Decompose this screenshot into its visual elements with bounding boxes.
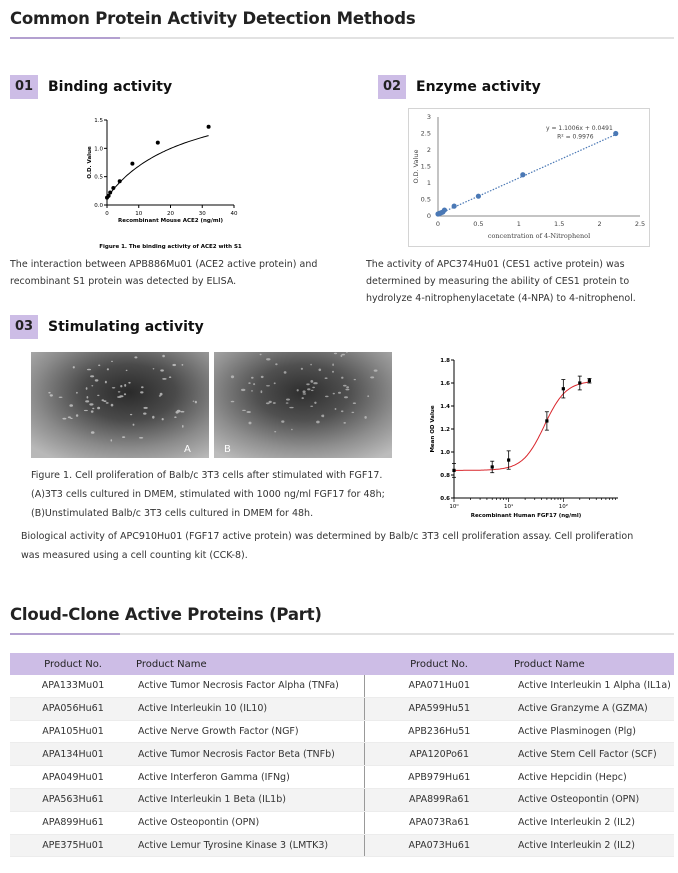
section-title: Stimulating activity bbox=[48, 319, 204, 335]
x-tick-label: 0 bbox=[435, 220, 441, 228]
cell-speck bbox=[106, 402, 109, 404]
cell-speck bbox=[286, 399, 290, 401]
cell-speck bbox=[344, 396, 348, 398]
cell-speck bbox=[281, 420, 284, 422]
cell-speck bbox=[343, 422, 346, 424]
y-tick-label: 0.5 bbox=[94, 174, 103, 181]
products-title: Cloud-Clone Active Proteins (Part) bbox=[10, 605, 322, 624]
cell-speck bbox=[92, 408, 94, 409]
cell-speck bbox=[343, 385, 347, 387]
cell-speck bbox=[274, 431, 276, 432]
cell-speck bbox=[273, 402, 276, 404]
table-row bbox=[10, 834, 674, 857]
column-header: Product No. bbox=[10, 653, 136, 675]
cell-speck bbox=[325, 396, 329, 398]
cell-speck bbox=[105, 381, 107, 384]
product-name: Active Lemur Tyrosine Kinase 3 (LMTK3) bbox=[136, 834, 364, 857]
cell-speck bbox=[118, 391, 121, 392]
cell-speck bbox=[332, 371, 334, 373]
cell-speck bbox=[91, 431, 95, 434]
cell-speck bbox=[120, 385, 122, 387]
data-point bbox=[545, 419, 548, 422]
cell-speck bbox=[370, 376, 374, 378]
cell-speck bbox=[312, 387, 315, 389]
title-divider-accent bbox=[10, 37, 120, 39]
data-point bbox=[562, 387, 565, 390]
cell-speck bbox=[98, 365, 100, 367]
cell-speck bbox=[241, 389, 245, 391]
cell-speck bbox=[84, 410, 88, 411]
section-description: The interaction between APB886Mu01 (ACE2 active protein) and recombinant S1 protein was detected by ELISA. bbox=[10, 259, 318, 287]
cell-speck bbox=[310, 364, 312, 366]
equation-label: y = 1.1006x + 0.0491 bbox=[546, 125, 613, 133]
product-name: Active Stem Cell Factor (SCF) bbox=[514, 743, 674, 766]
product-number: APA134Hu01 bbox=[10, 743, 136, 766]
data-point bbox=[452, 469, 455, 472]
cell-speck bbox=[134, 356, 137, 358]
cell-speck bbox=[247, 411, 251, 413]
cell-speck bbox=[291, 429, 293, 431]
x-tick-label: 10¹ bbox=[504, 504, 514, 510]
r-squared-label: R² = 0.9976 bbox=[557, 133, 594, 141]
product-number: APA071Hu01 bbox=[364, 675, 514, 697]
section-number: 02 bbox=[378, 75, 406, 99]
section-title: Binding activity bbox=[48, 79, 173, 95]
cell-speck bbox=[242, 410, 246, 411]
cell-speck bbox=[91, 385, 93, 386]
cell-speck bbox=[182, 364, 184, 366]
x-tick-label: 10⁰ bbox=[449, 504, 459, 510]
cell-speck bbox=[334, 353, 337, 355]
product-number: APB236Hu51 bbox=[364, 720, 514, 743]
y-tick-label: 1 bbox=[426, 179, 431, 187]
cell-speck bbox=[341, 377, 343, 379]
cell-speck bbox=[111, 439, 113, 441]
cell-speck bbox=[266, 385, 270, 386]
cell-speck bbox=[68, 416, 71, 418]
cell-speck bbox=[333, 393, 335, 395]
cell-speck bbox=[266, 358, 270, 360]
section-description: The activity of APC374Hu01 (CES1 active protein) was determined by measuring the ability of CES1 protein to hydrolyze 4-nitrophenylacetate (4-NPA) to 4-nitrophenol. bbox=[366, 259, 636, 304]
cell-speck bbox=[346, 386, 349, 388]
cell-speck bbox=[70, 418, 73, 419]
product-name: Active Interferon Gamma (IFNg) bbox=[136, 766, 364, 789]
cell-speck bbox=[260, 354, 262, 355]
cell-speck bbox=[126, 370, 128, 371]
cell-speck bbox=[176, 411, 179, 414]
x-tick-label: 10² bbox=[558, 504, 568, 510]
section-title: Enzyme activity bbox=[416, 79, 541, 95]
table-header-row bbox=[10, 653, 674, 675]
product-name: Active Nerve Growth Factor (NGF) bbox=[136, 720, 364, 743]
cell-speck bbox=[316, 421, 320, 424]
cell-speck bbox=[91, 410, 94, 412]
cell-speck bbox=[128, 382, 130, 384]
cell-speck bbox=[122, 436, 125, 438]
cell-speck bbox=[354, 379, 356, 380]
cell-speck bbox=[160, 393, 163, 396]
section-description: Biological activity of APC910Hu01 (FGF17 active protein) was determined by Balb/c 3T3 cell proliferation assay. Cell proliferation was measured using a cell counting kit (CCK-8). bbox=[21, 531, 634, 561]
cell-speck bbox=[313, 382, 317, 384]
x-axis-label: Recombinant Mouse ACE2 (ng/ml) bbox=[117, 218, 224, 224]
cell-speck bbox=[374, 370, 378, 372]
proliferation-chart bbox=[420, 350, 630, 522]
data-point bbox=[452, 204, 457, 209]
cell-speck bbox=[303, 393, 307, 394]
cell-speck bbox=[351, 412, 354, 413]
cell-speck bbox=[140, 391, 143, 393]
data-point bbox=[207, 125, 211, 129]
product-number: APA599Hu51 bbox=[364, 697, 514, 720]
product-number: APA049Hu01 bbox=[10, 766, 136, 789]
cell-speck bbox=[76, 392, 78, 394]
cell-speck bbox=[87, 396, 89, 399]
cell-speck bbox=[182, 425, 184, 428]
product-number: APB979Hu61 bbox=[364, 766, 514, 789]
y-tick-label: 1.5 bbox=[420, 162, 431, 171]
table-row bbox=[10, 743, 674, 766]
enzyme-chart bbox=[408, 108, 650, 248]
y-tick-label: 1.6 bbox=[440, 381, 450, 387]
cell-speck bbox=[301, 368, 303, 370]
cell-speck bbox=[143, 413, 146, 415]
cell-speck bbox=[286, 402, 289, 403]
cell-speck bbox=[76, 414, 78, 417]
data-point bbox=[520, 172, 525, 177]
y-axis-label: O.D. Value bbox=[87, 146, 93, 179]
cell-speck bbox=[95, 379, 99, 381]
chart-caption: Figure 1. The binding activity of ACE2 with S1 bbox=[99, 244, 242, 250]
x-tick-label: 1 bbox=[516, 220, 521, 228]
cell-speck bbox=[180, 411, 184, 413]
cell-speck bbox=[172, 364, 176, 366]
cell-speck bbox=[143, 407, 147, 409]
fit-curve bbox=[454, 382, 589, 470]
x-axis-label: concentration of 4-Nitrophenol bbox=[487, 232, 591, 240]
x-tick-label: 40 bbox=[230, 211, 238, 217]
fit-curve bbox=[107, 136, 209, 198]
cell-speck bbox=[111, 361, 113, 362]
data-point bbox=[118, 179, 122, 183]
data-point bbox=[111, 186, 115, 190]
panel-label: A bbox=[184, 444, 191, 455]
product-name: Active Interleukin 1 Beta (IL1b) bbox=[136, 788, 364, 811]
cell-speck bbox=[341, 410, 344, 412]
cell-speck bbox=[364, 416, 366, 419]
product-number: APA899Hu61 bbox=[10, 811, 136, 834]
cell-speck bbox=[139, 437, 143, 439]
data-point bbox=[442, 207, 447, 212]
cell-speck bbox=[97, 407, 100, 410]
product-name: Active Granzyme A (GZMA) bbox=[514, 697, 674, 720]
table-row bbox=[10, 766, 674, 789]
section-number: 03 bbox=[10, 315, 38, 339]
cell-speck bbox=[251, 390, 253, 392]
cell-speck bbox=[133, 424, 135, 426]
cell-speck bbox=[73, 366, 75, 368]
product-number: APA133Mu01 bbox=[10, 675, 136, 697]
micrograph-a bbox=[31, 352, 209, 458]
cell-speck bbox=[193, 401, 195, 402]
cell-speck bbox=[141, 386, 144, 388]
cell-speck bbox=[162, 378, 166, 380]
cell-speck bbox=[306, 383, 310, 385]
x-axis-label: Recombinant Human FGF17 (ng/ml) bbox=[470, 513, 582, 519]
product-number: APA120Po61 bbox=[364, 743, 514, 766]
cell-speck bbox=[231, 401, 235, 403]
product-name: Active Interleukin 10 (IL10) bbox=[136, 697, 364, 720]
table-row bbox=[10, 697, 674, 720]
cell-speck bbox=[50, 394, 53, 396]
product-number: APA056Hu61 bbox=[10, 697, 136, 720]
cell-speck bbox=[297, 389, 299, 391]
cell-speck bbox=[107, 368, 109, 370]
data-point bbox=[507, 458, 510, 461]
product-name: Active Plasminogen (Plg) bbox=[514, 720, 674, 743]
y-tick-label: 0.8 bbox=[440, 473, 450, 479]
cell-speck bbox=[62, 418, 66, 420]
data-point bbox=[613, 131, 618, 136]
data-point bbox=[108, 191, 112, 195]
cell-speck bbox=[112, 387, 115, 388]
cell-speck bbox=[86, 387, 88, 390]
product-number: APA899Ra61 bbox=[364, 788, 514, 811]
cell-speck bbox=[162, 418, 164, 420]
products-table-wrapper bbox=[10, 653, 674, 857]
cell-speck bbox=[269, 401, 272, 403]
cell-speck bbox=[248, 382, 250, 384]
product-number: APA105Hu01 bbox=[10, 720, 136, 743]
product-number: APE375Hu01 bbox=[10, 834, 136, 857]
product-name: Active Interleukin 2 (IL2) bbox=[514, 811, 674, 834]
y-tick-label: 0.5 bbox=[420, 195, 431, 204]
product-name: Active Osteopontin (OPN) bbox=[136, 811, 364, 834]
table-row bbox=[10, 811, 674, 834]
cell-speck bbox=[130, 414, 132, 415]
product-name: Active Hepcidin (Hepc) bbox=[514, 766, 674, 789]
cell-speck bbox=[119, 395, 123, 397]
table-row bbox=[10, 788, 674, 811]
y-tick-label: 0 bbox=[426, 212, 431, 220]
x-tick-label: 30 bbox=[198, 211, 206, 217]
figure-caption-line: (A)3T3 cells cultured in DMEM, stimulated with 1000 ng/ml FGF17 for 48h; bbox=[31, 489, 385, 500]
cell-speck bbox=[307, 388, 310, 390]
cell-speck bbox=[345, 389, 349, 391]
cell-speck bbox=[261, 376, 264, 378]
data-point bbox=[130, 162, 134, 166]
cell-speck bbox=[231, 375, 234, 378]
product-number: APA073Hu61 bbox=[364, 834, 514, 857]
cell-speck bbox=[162, 355, 165, 358]
x-tick-label: 10 bbox=[135, 211, 143, 217]
x-tick-label: 0 bbox=[105, 211, 109, 217]
cell-speck bbox=[124, 393, 126, 395]
cell-speck bbox=[249, 422, 252, 425]
x-tick-label: 2.5 bbox=[634, 220, 646, 228]
cell-speck bbox=[174, 416, 176, 418]
cell-speck bbox=[253, 383, 255, 385]
x-tick-label: 2 bbox=[597, 220, 602, 228]
cell-speck bbox=[303, 390, 306, 393]
y-tick-label: 1.0 bbox=[94, 146, 103, 153]
y-tick-label: 2.5 bbox=[420, 129, 431, 138]
cell-speck bbox=[90, 375, 94, 377]
cell-speck bbox=[335, 408, 337, 410]
y-tick-label: 2 bbox=[426, 146, 431, 154]
cell-speck bbox=[275, 363, 277, 365]
cell-speck bbox=[314, 402, 316, 404]
cell-speck bbox=[338, 392, 341, 394]
figure-caption-line: (B)Unstimulated Balb/c 3T3 cells cultured in DMEM for 48h. bbox=[31, 508, 314, 519]
cell-speck bbox=[284, 371, 287, 374]
cell-speck bbox=[311, 390, 314, 391]
cell-speck bbox=[69, 404, 73, 407]
table-row bbox=[10, 675, 674, 697]
y-tick-label: 3 bbox=[426, 113, 431, 121]
cell-speck bbox=[97, 395, 99, 396]
cell-speck bbox=[195, 401, 197, 404]
column-header: Product Name bbox=[136, 653, 364, 675]
y-tick-label: 1.5 bbox=[94, 118, 103, 124]
cell-speck bbox=[341, 354, 345, 356]
cell-speck bbox=[310, 380, 313, 383]
cell-speck bbox=[353, 402, 356, 404]
cell-speck bbox=[302, 397, 304, 399]
data-point bbox=[578, 381, 581, 384]
cell-speck bbox=[124, 384, 126, 387]
x-tick-label: 0.5 bbox=[473, 220, 484, 228]
cell-speck bbox=[310, 406, 313, 407]
binding-chart bbox=[80, 110, 245, 254]
data-point bbox=[156, 141, 160, 145]
cell-speck bbox=[325, 377, 328, 379]
x-tick-label: 1.5 bbox=[554, 220, 565, 228]
y-tick-label: 0.0 bbox=[94, 203, 103, 209]
product-number: APA073Ra61 bbox=[364, 811, 514, 834]
cell-speck bbox=[111, 404, 114, 407]
cell-speck bbox=[322, 415, 324, 418]
micrograph-b bbox=[214, 352, 392, 458]
cell-speck bbox=[289, 407, 293, 408]
data-point bbox=[491, 465, 494, 468]
cell-speck bbox=[261, 390, 263, 393]
panel-label: B bbox=[224, 444, 231, 455]
cell-speck bbox=[367, 395, 369, 397]
products-divider-accent bbox=[10, 633, 120, 635]
cell-speck bbox=[85, 400, 89, 402]
figure-caption-line: Figure 1. Cell proliferation of Balb/c 3T3 cells after stimulated with FGF17. bbox=[31, 470, 383, 481]
product-name: Active Tumor Necrosis Factor Alpha (TNFa) bbox=[136, 675, 364, 697]
product-name: Active Osteopontin (OPN) bbox=[514, 788, 674, 811]
data-point bbox=[588, 379, 591, 382]
products-table bbox=[10, 653, 674, 857]
cell-speck bbox=[152, 416, 154, 419]
cell-speck bbox=[332, 363, 334, 366]
y-tick-label: 1.2 bbox=[440, 427, 450, 433]
cell-speck bbox=[153, 368, 155, 369]
y-axis-label: Mean OD Value bbox=[430, 405, 436, 453]
cell-speck bbox=[102, 399, 105, 401]
data-point bbox=[107, 194, 111, 198]
cell-speck bbox=[319, 369, 322, 372]
y-tick-label: 1.8 bbox=[440, 358, 450, 364]
section-number: 01 bbox=[10, 75, 38, 99]
y-axis-label: O.D. Value bbox=[412, 149, 420, 184]
page-title: Common Protein Activity Detection Methods bbox=[10, 9, 416, 28]
cell-speck bbox=[48, 392, 50, 394]
y-tick-label: 1.0 bbox=[440, 450, 450, 456]
column-header: Product Name bbox=[514, 653, 674, 675]
y-tick-label: 1.4 bbox=[440, 404, 450, 410]
y-tick-label: 0.6 bbox=[440, 496, 450, 502]
product-name: Active Tumor Necrosis Factor Beta (TNFb) bbox=[136, 743, 364, 766]
product-number: APA563Hu61 bbox=[10, 788, 136, 811]
cell-speck bbox=[169, 376, 171, 378]
cell-speck bbox=[59, 397, 63, 398]
product-name: Active Interleukin 1 Alpha (IL1a) bbox=[514, 675, 674, 697]
data-point bbox=[476, 194, 481, 199]
cell-speck bbox=[251, 377, 254, 379]
column-header: Product No. bbox=[364, 653, 514, 675]
cell-speck bbox=[274, 382, 276, 384]
cell-speck bbox=[89, 403, 93, 405]
cell-speck bbox=[87, 369, 91, 371]
table-row bbox=[10, 720, 674, 743]
cell-speck bbox=[160, 369, 164, 371]
x-tick-label: 20 bbox=[167, 211, 174, 217]
product-name: Active Interleukin 2 (IL2) bbox=[514, 834, 674, 857]
